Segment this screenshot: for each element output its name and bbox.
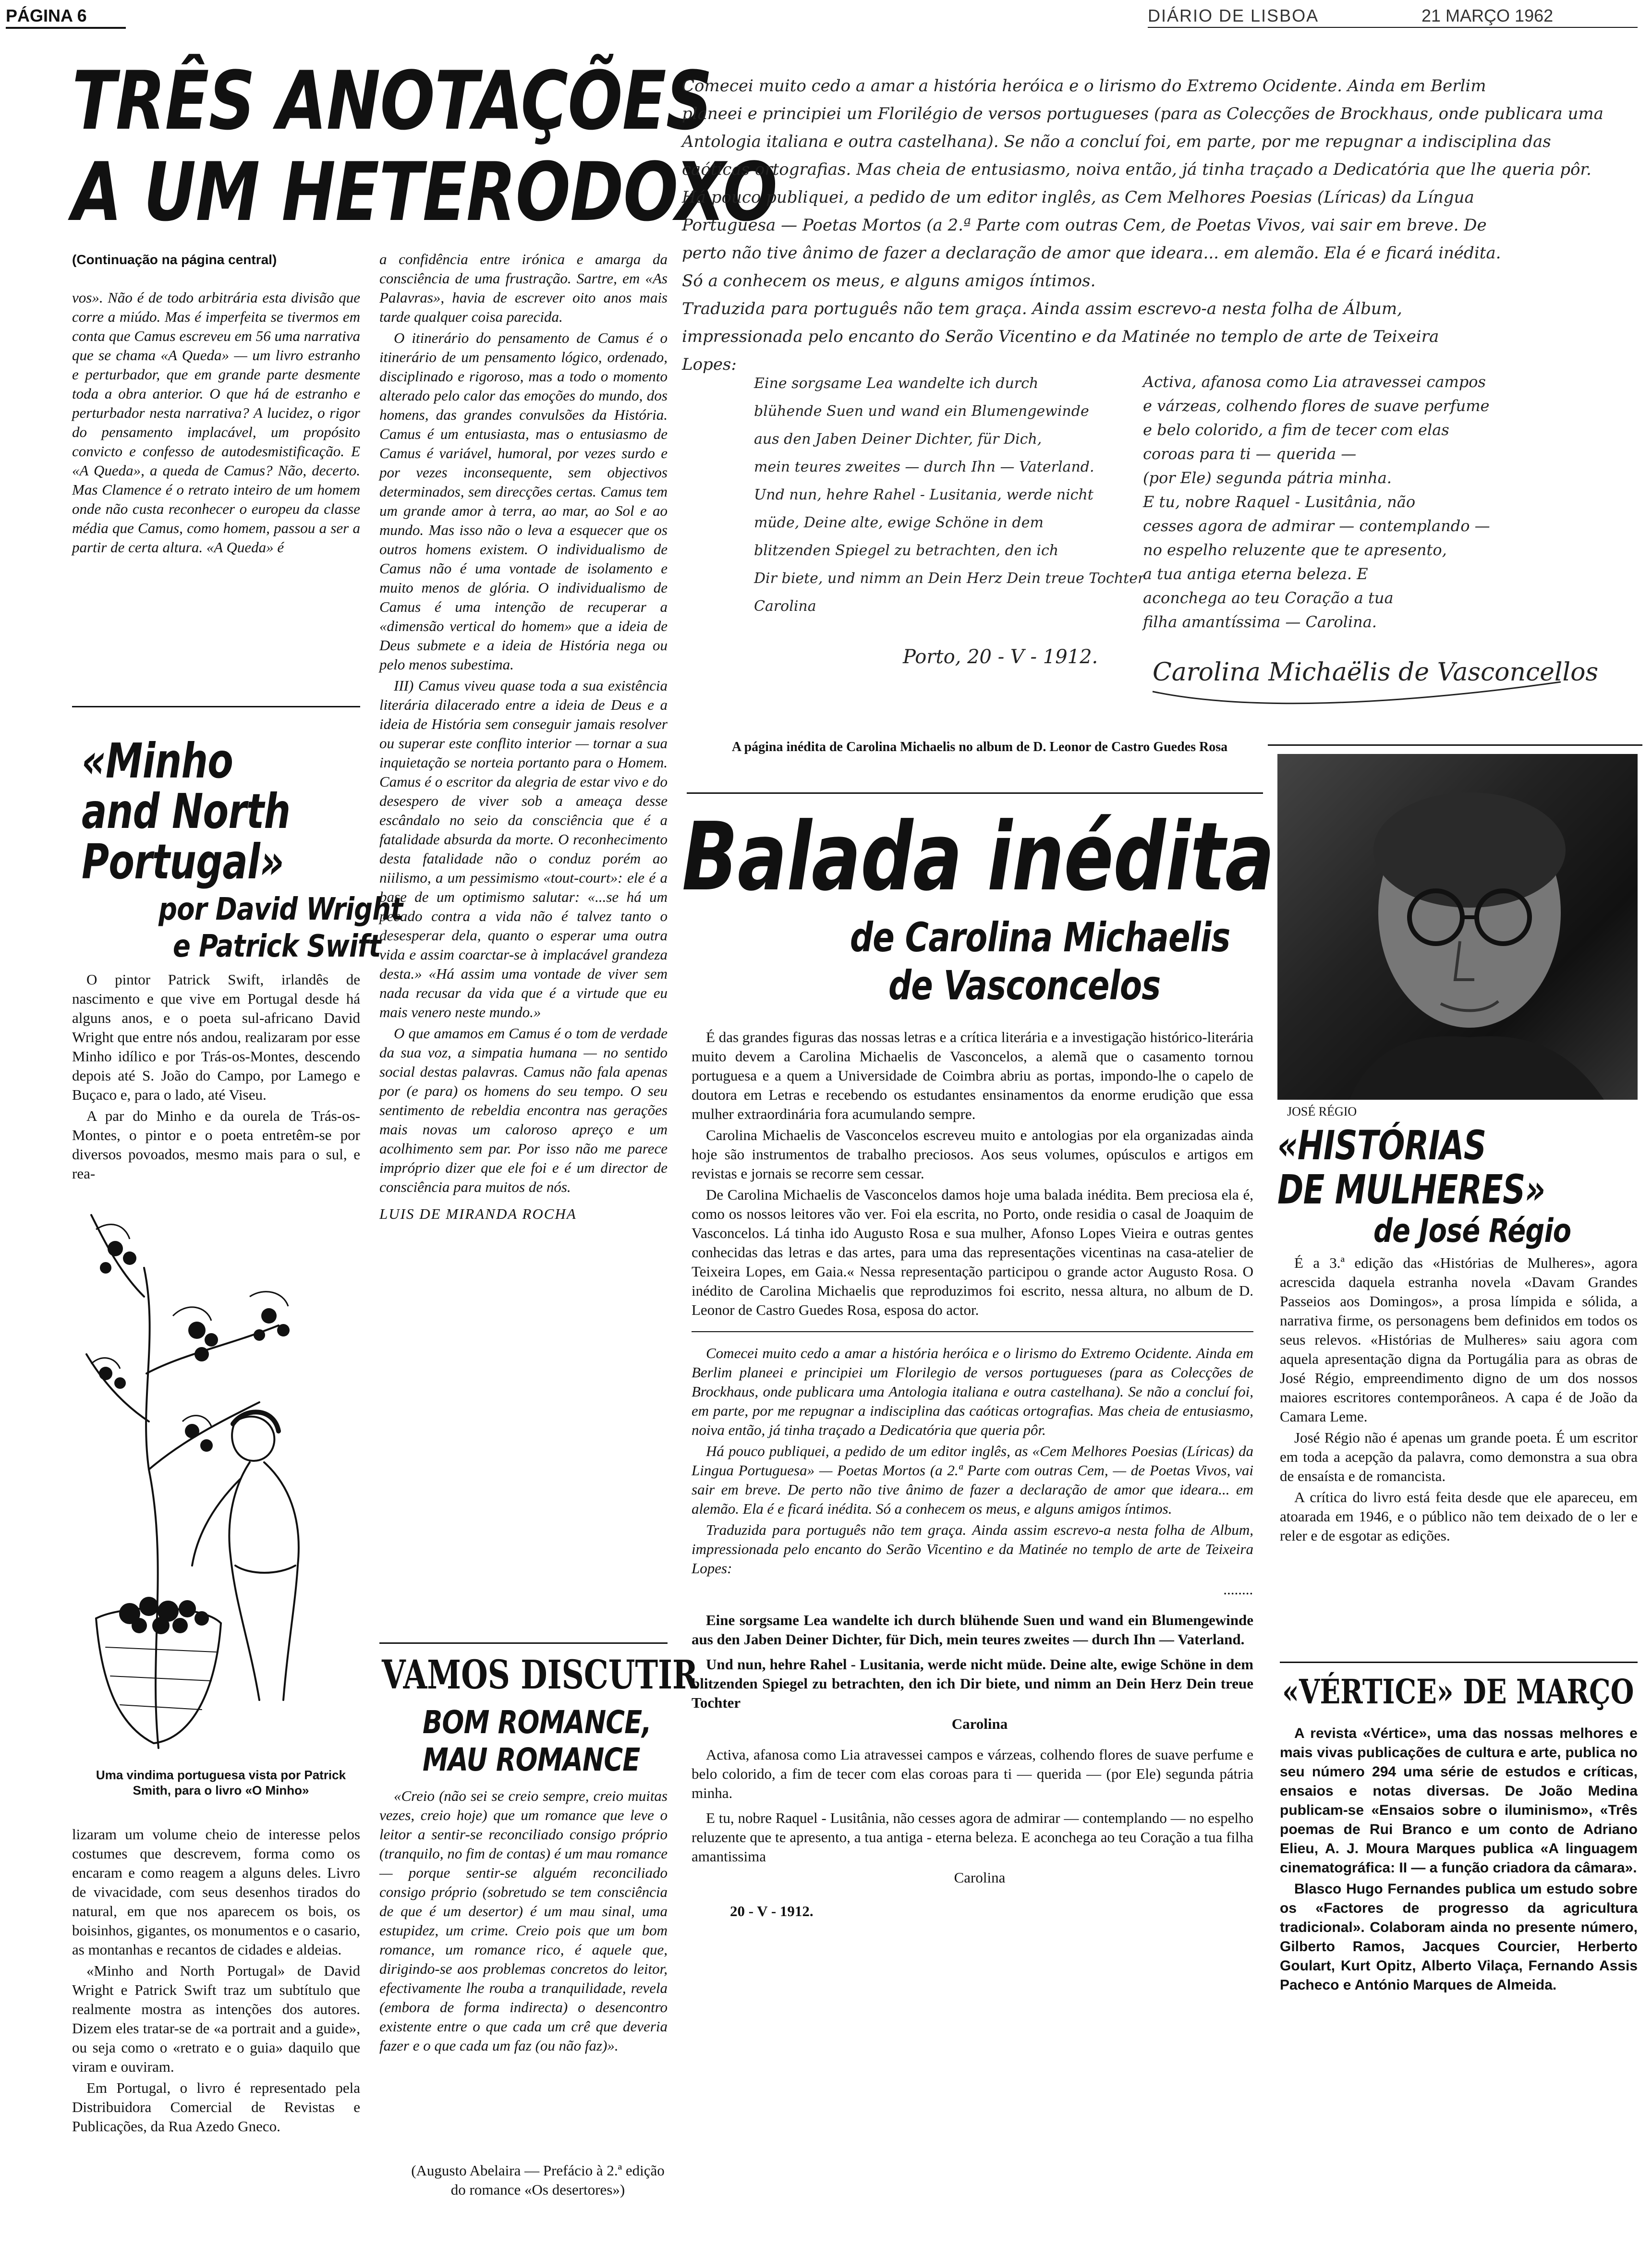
manuscript-verse-left-line: Carolina [754,598,816,615]
vine-branch-1 [149,1402,259,1470]
article1-continuation: (Continuação na página central) [72,252,277,267]
manuscript-prose-line: Antologia italiana e outra castelhana). Se não a concluí foi, em parte, por me repugnar a indisciplina das [682,132,1551,151]
article4-subtitle2: de Vasconcelos [888,962,1161,1009]
article2-byline2: e Patrick Swift [173,929,381,964]
manuscript-prose-line: planeei e principiei um Florilégio de versos portugueses (para as Colecções de Brockhaus, onde publicara uma [682,104,1603,123]
article5-p2: José Régio não é apenas um grande poeta. É um escritor em toda a acepção da palavra, como demonstra a sua obra de ensaísta e de romancista. [1280,1429,1638,1484]
basket-weave-1 [106,1647,216,1652]
header-rule-right [1148,27,1638,28]
divider-col2 [379,1642,668,1644]
manuscript-prose-line: Só a conhecem os meus, e alguns amigos íntimos. [682,271,1096,291]
basket-weave-2 [110,1676,211,1681]
article2-body [72,1825,360,2247]
article1-column2 [379,250,668,1633]
figure-apron [235,1566,295,1573]
article4-subtitle1: de Carolina Michaelis [850,914,1230,961]
article4-q3: Traduzida para português não tem graça. Ainda assim escrevo-a nesta folha de Album, impressionada pelo encanto do Serão Vicentino e da Matinée no templo de arte de Teixeira Lopes: [692,1521,1253,1577]
article4-body [692,1028,1253,2238]
manuscript-verse-right-line: cesses agora de admirar — contemplando — [1143,517,1490,535]
article3-body [379,1786,668,2151]
article5-p3: A crítica do livro está feita desde que ele apareceu, em atoarada em 1946, e o público não tem deixado de o ler e reler e de esgotar as edições. [1280,1489,1638,1544]
figure-body-right [264,1462,299,1700]
article5-title-line1: «HISTÓRIAS [1277,1122,1486,1169]
divider-article5 [1268,744,1642,746]
article5-p1: É a 3.ª edição das «Histórias de Mulheres», agora acrescida daquela estranha novela «Davam Grandes Passeios aos Domingos», a prosa límpida e sólida, a narrativa firme, os personagens bem definidos em todos os seus relevos. «Histórias de Mulheres» saiu agora com aquela apresentação digna da Portugália para as obras de José Régio, empreendimento digno de um dos nossos maiores escritores contemporâneos. A capa é de João da Camara Leme. [1280,1254,1638,1425]
manuscript-verse-left [754,370,1145,629]
figure-arm [192,1479,240,1566]
manuscript-verse-left-line: blitzenden Spiegel zu betrachten, den ich [754,542,1059,559]
article1-author: LUIS DE MIRANDA ROCHA [379,1205,577,1222]
signature-flourish [1148,653,1566,711]
article3-title-line3: MAU ROMANCE [423,1741,640,1778]
figure-body [229,1462,259,1700]
article2-p4: «Minho and North Portugal» de David Wright e Patrick Swift traz um subtítulo que realmente mostra as intenções dos autores. Dizem eles tratar-se de «a portrait and a guide», ou seja como o «retrato e o guia» daquilo que viram e ouviram. [72,1962,360,2075]
article4-p3: De Carolina Michaelis de Vasconcelos damos hoje uma balada inédita. Bem preciosa ela é, como os nossos leitores vão ver. Foi ela escrita, no Porto, onde residia o casal de Joaquim de Vasconcelos. Lá tinha ido Augusto Rosa e sua mulher, Afonso Lopes Vieira e outras gentes conhecidas das letras e das artes, para uma das representações vicentinas na casa-atelier de Teixeira Lopes, em Gaia.« Nessa representação participou o grande actor Augusto Rosa. O inédito de Carolina Michaelis que reproduzimos foi escrito, nessa altura, no album de D. Leonor de Castro Guedes Rosa, esposa do actor. [692,1186,1253,1318]
manuscript-place-date: Porto, 20 - V - 1912. [903,646,1098,668]
article2-p5: Em Portugal, o livro é representado pela Distribuidora Comercial de Revistas e Publicações, da Rua Azedo Gneco. [72,2079,360,2135]
header-rule-left [6,27,126,29]
article4-pt-sign: Carolina [954,1869,1006,1886]
manuscript-prose-line: caóticas ortografias. Mas cheia de entusiasmo, noiva então, já tinha traçado a Dedicatória que lhe queria pôr. [682,160,1591,179]
article5-body [1280,1253,1638,1652]
basket-weave-3 [120,1705,202,1710]
article2-p1: O pintor Patrick Swift, irlandês de nascimento e que vive em Portugal desde há alguns anos, e o poeta sul-africano David Wright que entre nós andou, realizaram por esse Minho idílico e por Trás-os-Montes, descendo depois até S. João do Campo, por Lamego e Buçaco e, para o lado, até Viseu. [72,971,360,1103]
article2-title-line3: Portugal» [82,834,284,890]
article1-col2-p3: III) Camus viveu quase toda a sua existência literária dilacerado entre a ideia de Deus e a ideia de História sem conseguir jamais resolver ou superar este conflito interior — tornar a sua inquietação se norteia portanto para o Homem. Camus é o escritor da alegria de estar vivo e do desespero de viver sob a ameaça desse escândalo no seio da consciência que é a fatalidade absurda da morte. O reconhecimento desta fatalidade não o conduz porém ao niilismo, a um pessimismo «tout-court»: ele é a base de um optimismo salutar: «...se há um pecado contra a vida não é talvez tanto o desesperar dela, quanto o esperar uma outra vida e assim coarctar-se à implacável grandeza desta.» «Há assim uma vontade de viver sem nada recusar da vida que é a virtude que eu mais venero neste mundo.» [379,677,668,1020]
manuscript-verse-right-line: no espelho reluzente que te apresento, [1143,541,1447,559]
manuscript-verse-right-line: Activa, afanosa como Lia atravessei campos [1143,373,1486,391]
manuscript-prose-line: Lopes: [682,355,737,374]
article4-g1: Eine sorgsame Lea wandelte ich durch blühende Suen und wand ein Blumengewinde aus den Jaben Deiner Dichter, für Dich, mein teures zweites — durch Ihn — Vaterland. [692,1612,1253,1648]
article4-q2: Há pouco publiquei, a pedido de um editor inglês, as «Cem Melhores Poesias (Líricas) da Lingua Portuguesa» — Poetas Mortos (a 2.ª Parte com outras Cem, — de Poetas Vivos, vai sair em breve. De perto não tive ânimo de fazer a declaração de amor que ideara... em alemão. Ela é e ficará inédita. Só a conhecem os meus, e alguns amigos íntimos. [692,1443,1253,1517]
article4-quote [692,1344,1253,1599]
article1-column1 [72,288,360,696]
photo-caption: JOSÉ RÉGIO [1287,1105,1357,1118]
article4-g2: Und nun, hehre Rahel - Lusitania, werde nicht müde. Deine alte, ewige Schöne in dem blitzenden Spiegel zu betrachten, den ich Dir biete, und nimm an Dein Herz Dein treue Tochter [692,1656,1253,1711]
article6-body [1280,1724,1638,2243]
illustration-caption: Uma vindima portuguesa vista por Patrick Smith, para o livro «O Minho» [96,1768,346,1797]
article4-p2: Carolina Michaelis de Vasconcelos escreveu muito e antologias por ela organizadas ainda hoje são instrumentos de trabalho preciosos. Aos seus volumes, opúsculos e artigos em revistas e jornais se recorre sem cessar. [692,1127,1253,1182]
divider-article4 [687,792,1263,794]
article6-p1: A revista «Vértice», uma das nossas melhores e mais vivas publicações de cultura e arte, publica no seu número 294 uma série de estudos e críticas, ensaios e notas diversas. De João Medina publicam-se «Ensaios sobre o iluminismo», «Três poemas de Rui Branco e um conto de Adriano Elieu, A. J. Moura Marques publica «A linguagem cinematográfica: II — a função criadora da câmara». [1280,1725,1638,1876]
manuscript-verse-right-line: E tu, nobre Raquel - Lusitânia, não [1143,493,1416,511]
article2-byline1: por David Wright [158,892,403,927]
article1-col2-p2: O itinerário do pensamento de Camus é o itinerário de um pensamento lógico, ordenado, disciplinado e rigoroso, mas a todo o momento alterado pelo calor das emoções do mundo, dos homens, das grandes convulsões da História. Camus é um entusiasta, mas o entusiasmo de Camus é variável, humoral, por vezes surdo e por vezes inconsequente, sem objectivos determinados, sem direcções certas. Camus tem um grande amor à terra, ao mar, ao Sol e ao mundo. Mas isso não o leva a esquecer que os outros homens existem. O individualismo de Camus não é uma vontade de isolamento e muito menos de glória. O individualismo de Camus é uma intenção de recuperar a «dimensão vertical do homem» que a ideia de Deus submete e a ideia de História nega ou pelo menos subestima. [379,329,668,673]
manuscript-verse-right-line: aconchega ao teu Coração a tua [1143,589,1394,607]
figure-head [232,1417,274,1461]
article3-title-line2: BOM ROMANCE, [423,1704,652,1741]
article2-p2: A par do Minho e da ourela de Trás-os-Montes, o pintor e o poeta entretêm-se por diversos povoados, mesmo mais para o sul, e rea- [72,1107,360,1182]
manuscript-prose-line: perto não tive ânimo de fazer a declaração de amor que ideara... em alemão. Ela é e ficará inédita. [682,243,1501,263]
manuscript-verse-right [1143,370,1556,639]
manuscript-signature: Carolina Michaëlis de Vasconcellos [1153,658,1599,687]
manuscript-verse-right-line: a tua antiga eterna beleza. E [1143,565,1368,583]
article2-title-line1: «Minho [82,733,233,789]
article4-title: Balada inédita [682,802,1275,912]
article4-p1: É das grandes figuras das nossas letras e a crítica literária e a investigação histórico-literária muito devem a Carolina Michaelis de Vasconcelos, a alemã que o casamento tornou portuguesa e a quem a Universidade de Coimbra abriu as portas, impondo-lhe o capelo de doutora em Letras e recebendo os estudantes ensinamentos da enorme erudição que essa mulher extraordinária fora acumulando sempre. [692,1029,1253,1122]
article4-pt1: Activa, afanosa como Lia atravessei campos e várzeas, colhendo flores de suave perfume e belo colorido, a fim de tecer com elas coroas para ti — querida — (por Ele) segunda pátria minha. [692,1746,1253,1801]
manuscript-verse-left-line: blühende Suen und wand ein Blumengewinde [754,403,1089,420]
manuscript-prose-line: impressionada pelo encanto do Serão Vicentino e da Matinée no templo de arte de Teixeira [682,327,1439,346]
divider-col1-a [72,706,360,707]
article1-col2-p1: a confidência entre irónica e amarga da consciência de uma frustração. Sartre, em «As Palavras», havia de escrever oito anos mais tarde qualquer coisa parecida. [379,251,668,325]
manuscript-prose-line: Portuguesa — Poetas Mortos (a 2.ª Parte com outras Cem, de Poetas Vivos, vai sair em breve. De [682,216,1487,235]
article2-intro [72,970,360,1182]
article4-date: 20 - V - 1912. [730,1903,814,1919]
article1-col1-text: vos». Não é de todo arbitrária esta divisão que corre a miúdo. Mas é imperfeita se tivermos em conta que Camus escreveu em 56 uma narrativa que se chama «A Queda» — um livro estranho e perturbador, que em grande parte desmente toda a obra anterior. O que há de estranho e perturbador nesta narrativa? A lucidez, o rigor do pensamento implacável, um propósito convicto e confesso de autodesmistificação. E «A Queda», a queda de Camus? Não, decerto. Mas Clamence é o retrato inteiro de um homem onde não custa reconhecer o europeu da classe média que Camus, como homem, passou a ser a partir de certa altura. «A Queda» é [72,289,360,556]
manuscript-verse-left-line: Dir biete, und nimm an Dein Herz Dein treue Tochter [754,570,1145,587]
jose-regio-photo [1277,754,1638,1100]
article2-p3: lizaram um volume cheio de interesse pelos costumes que descrevem, forma como os encaram e como reagem a alguns deles. Livro de vivacidade, com seus desenhos tirados do natural, em que nos aparecem os bois, os boisinhos, gigantes, os monumentos e o casario, as montanhas e recantos de cidades e aldeias. [72,1826,360,1958]
article4-german [692,1611,1253,1734]
article4-q1: Comecei muito cedo a amar a história heróica e o lirismo do Extremo Ocidente. Ainda em Berlim planeei e principiei um Florilegio de versos portugueses (para as Colecções de Brockhaus, onde publicara uma Antologia italiana e outra castelhana). Se não a concluí foi, em parte, por me repugnar a indisciplina das caóticas ortografias. Mas cheia de entusiasmo, noiva então, já tinha traçado a Dedicatória que queria pôr. [692,1345,1253,1438]
article5-title-line2: DE MULHERES» [1277,1166,1545,1213]
manuscript-prose-line: Comecei muito cedo a amar a história heróica e o lirismo do Extremo Ocidente. Ainda em Berlim [682,76,1486,96]
manuscript-verse-left-line: Eine sorgsame Lea wandelte ich durch [754,375,1039,392]
manuscript-verse-right-line: coroas para ti — querida — [1143,445,1357,463]
manuscript-verse-right-line: (por Ele) segunda pátria minha. [1143,469,1392,487]
article4-dots: ........ [1224,1581,1253,1598]
article5-title-line3: de José Régio [1373,1212,1571,1250]
issue-date: 21 MARÇO 1962 [1421,6,1554,25]
divider-article6 [1280,1662,1638,1663]
page-label: PÁGINA 6 [6,6,87,25]
portrait-sketch [1277,754,1638,1100]
article6-title: «VÉRTICE» DE MARÇO [1282,1672,1634,1712]
manuscript-verse-right-line: filha amantíssima — Carolina. [1143,613,1377,631]
article4-portuguese [692,1745,1253,1887]
article3-source-text: (Augusto Abelaira — Prefácio à 2.ª edição do romance «Os desertores») [411,2162,665,2198]
manuscript-verse-right-line: e belo colorido, a fim de tecer com elas [1143,421,1449,439]
article6-p2: Blasco Hugo Fernandes publica um estudo sobre os «Factores de progresso da agricultura tradicional». Colaboram ainda no presente número, Gilberto Ramos, Jacques Courcier, Herberto Goulart, Kurt Opitz, Alberto Vilaça, Fernando Assis Pacheco e António Marques de Almeida. [1280,1881,1638,1993]
vintage-illustration [77,1172,360,1758]
manuscript-verse-left-line: müde, Deine alte, ewige Schöne in dem [754,514,1044,531]
manuscript-caption: A página inédita de Carolina Michaelis no album de D. Leonor de Castro Guedes Rosa [731,740,1228,754]
manuscript-verse-left-line: Und nun, hehre Rahel - Lusitania, werde nicht [754,486,1093,503]
article2-title-line2: and North [82,783,291,839]
article3-text: «Creio (não sei se creio sempre, creio muitas vezes, creio hoje) que um romance que leve o leitor a sentir-se reconciliado consigo próprio (tranquilo, no fim de contas) é um mau romance — porque sentir-se alguém reconciliado consigo próprio (sobretudo se tem consciência de que é um desertor) é um mau sinal, uma estupidez, um crime. Creio pois que um bom romance, um romance rico, é aquele que, dirigindo-se aos problemas concretos do leitor, efectivamente lhe rouba a tranquilidade, revela (embora de forma indirecta) o desencontro existente entre o que cada um crê que deveria fazer e o que cada um faz (ou não faz)». [379,1787,668,2054]
article3-title-line1: VAMOS DISCUTIR [382,1652,698,1698]
article3-source [408,2161,668,2199]
article4-pt2: E tu, nobre Raquel - Lusitânia, não cesses agora de admirar — contemplando — no espelho reluzente que te apresento, a tua antiga - eterna beleza. E aconchega ao teu Coração a tua filha amantissima [692,1810,1253,1865]
divider-quote [692,1331,1253,1332]
manuscript-verse-right-line: e várzeas, colhendo flores de suave perfume [1143,397,1490,415]
manuscript-verse-left-line: aus den Jaben Deiner Dichter, für Dich, [754,431,1042,448]
article4-g-sign: Carolina [951,1715,1008,1732]
article1-col2-p4: O que amamos em Camus é o tom de verdade da sua voz, a simpatia humana — no sentido social destas palavras. Camus não fala apenas por (e para) os homens do seu tempo. O seu sentimento de rebeldia encontra nas gerações mais novas um caloroso apreço e um acolhimento sem par. Por isso não me parece impróprio dizer que ele foi e é um director de consciência para muitos de nós. [379,1025,668,1195]
manuscript-prose [682,72,1603,389]
manuscript-prose-line: Há pouco publiquei, a pedido de um editor inglês, as Cem Melhores Poesias (Líricas) da Língua [682,188,1474,207]
manuscript-verse-left-line: mein teures zweites — durch Ihn — Vaterland. [754,459,1094,475]
article1-title-line1: TRÊS ANOTAÇÕES [72,54,712,148]
article1-title-line2: A UM HETERODOXO [72,145,777,239]
paper-name: DIÁRIO DE LISBOA [1148,6,1319,25]
vine-trunk [144,1268,158,1748]
manuscript-prose-line: Traduzida para português não tem graça. Ainda assim escrevo-a nesta folha de Álbum, [682,299,1402,318]
